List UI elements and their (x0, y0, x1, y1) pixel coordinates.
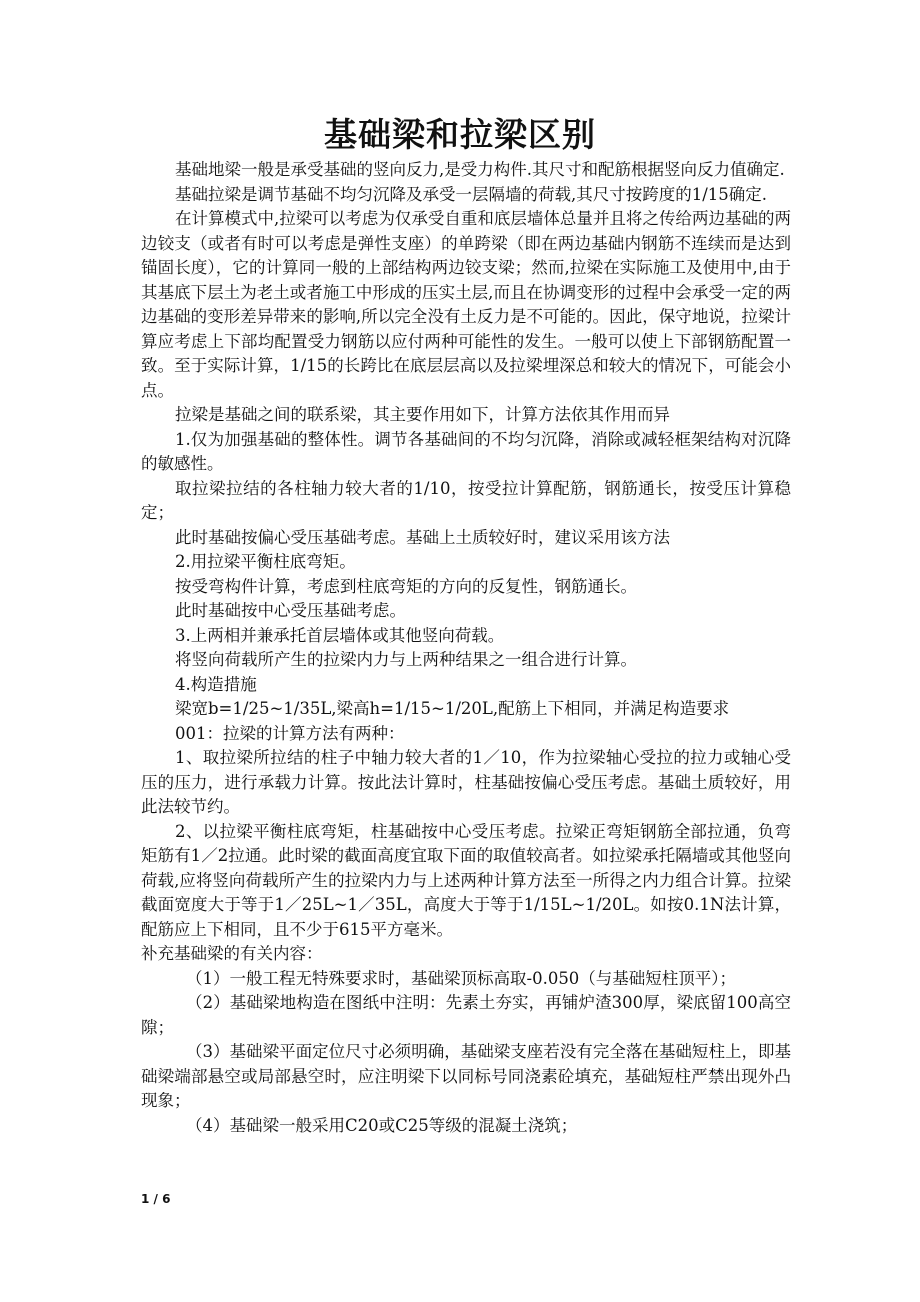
supplement-item: （1）一般工程无特殊要求时，基础梁顶标高取-0.050（与基础短柱顶平）； (186, 968, 737, 988)
paragraph: 2、以拉梁平衡柱底弯矩，柱基础按中心受压考虑。拉梁正弯矩钢筋全部拉通，负弯矩筋有1／2拉通。此时梁的截面高度宜取下面的取值较高者。如拉梁承托隔墙或其他竖向荷载,应将竖向荷载所产生的拉梁内力与上述两种计算方法至一所得之内力组合计算。拉梁截面宽度大于等于1／25L~1／35L，高度大于等于1/15L~1/20L。如按0.1N法计算，配筋应上下相同，且不少于615平方毫米。 (141, 821, 791, 939)
supplement-item: （3）基础梁平面定位尺寸必须明确，基础梁支座若没有完全落在基础短柱上，即基础梁端部悬空或局部悬空时，应注明梁下以同标号同浇素砼填充，基础短柱严禁出现外凸现象； (141, 1042, 791, 1110)
paragraph: 4.构造措施 (175, 674, 257, 694)
paragraph: 3.上两相并兼承托首层墙体或其他竖向荷载。 (175, 625, 505, 645)
paragraph: 在计算模式中,拉梁可以考虑为仅承受自重和底层墙体总量并且将之传给两边基础的两边铰支（或者有时可以考虑是弹性支座）的单跨梁（即在两边基础内钢筋不连续而是达到锚固长度），它的计算同一般的上部结构两边铰支梁；然而,拉梁在实际施工及使用中,由于其基底下层土为老土或者施工中形成的压实土层,而且在协调变形的过程中会承受一定的两边基础的变形差异带来的影响,所以完全没有土反力是不可能的。因此，保守地说，拉梁计算应考虑上下部均配置受力钢筋以应付两种可能性的发生。一般可以使上下部钢筋配置一致。至于实际计算，1/15的长跨比在底层层高以及拉梁埋深总和较大的情况下，可能会小点。 (141, 209, 791, 400)
paragraph: 基础地梁一般是承受基础的竖向反力,是受力构件.其尺寸和配筋根据竖向反力值确定. (175, 160, 785, 179)
supplement-item: （4）基础梁一般采用C20或C25等级的混凝土浇筑； (186, 1115, 578, 1135)
paragraph: 按受弯构件计算，考虑到柱底弯矩的方向的反复性，钢筋通长。 (175, 576, 637, 596)
paragraph: 将竖向荷载所产生的拉梁内力与上两种结果之一组合进行计算。 (175, 650, 637, 669)
paragraph: 拉梁是基础之间的联系梁，其主要作用如下，计算方法依其作用而异 (175, 405, 670, 424)
paragraph: 此时基础按偏心受压基础考虑。基础上土质较好时，建议采用该方法 (175, 527, 670, 547)
paragraph: 1.仅为加强基础的整体性。调节各基础间的不均匀沉降，消除或减轻框架结构对沉降的敏感性。 (141, 429, 791, 473)
paragraph: 基础拉梁是调节基础不均匀沉降及承受一层隔墙的荷载,其尺寸按跨度的1/15确定. (175, 184, 768, 204)
paragraph: 梁宽b=1/25~1/35L,梁高h=1/15~1/20L,配筋上下相同，并满足构造要求 (175, 699, 730, 718)
paragraph: 2.用拉梁平衡柱底弯矩。 (175, 552, 356, 571)
supplement-item: （2）基础梁地构造在图纸中注明：先素土夯实，再铺炉渣300厚，梁底留100高空隙； (141, 993, 791, 1037)
page-indicator: 1 / 6 (141, 1192, 171, 1206)
supplement-heading: 补充基础梁的有关内容： (141, 944, 323, 963)
paragraph: 此时基础按中心受压基础考虑。 (175, 601, 406, 620)
paragraph: 取拉梁拉结的各柱轴力较大者的1/10，按受拉计算配筋，钢筋通长，按受压计算稳定； (141, 478, 791, 522)
page-title: 基础梁和拉梁区别 (324, 115, 596, 154)
paragraph: 001：拉梁的计算方法有两种： (175, 723, 405, 743)
paragraph: 1、取拉梁所拉结的柱子中轴力较大者的1／10，作为拉梁轴心受拉的拉力或轴心受压的压力，进行承载力计算。按此法计算时，柱基础按偏心受压考虑。基础土质较好，用此法较节约。 (141, 748, 791, 816)
document-body (141, 158, 791, 1138)
